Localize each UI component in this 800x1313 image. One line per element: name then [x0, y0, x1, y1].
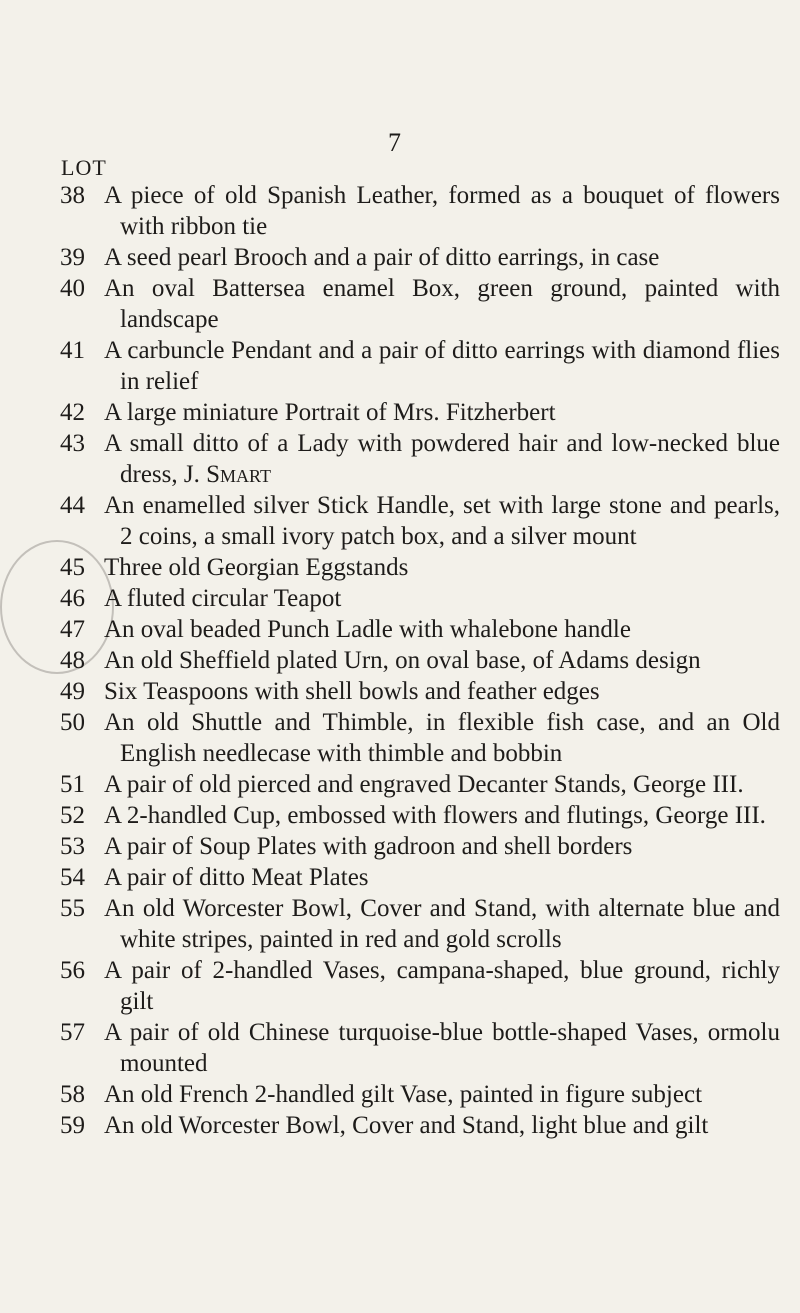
lot-column-header: LOT: [61, 155, 107, 180]
lot-number: 49: [60, 678, 85, 705]
lot-description: [104, 428, 780, 490]
lot-number: 42: [60, 399, 85, 426]
lot-entry: [60, 707, 780, 769]
lot-description-text: An enamelled silver Stick Handle, set with large stone and pearls, 2 coins, a small ivory patch box, and a silver mount: [104, 492, 780, 550]
lot-description-text: A pair of 2-handled Vases, campana-shaped, blue ground, richly gilt: [104, 957, 780, 1015]
lot-description: [104, 180, 780, 242]
lot-number: 40: [60, 275, 85, 302]
lot-description: [104, 707, 780, 769]
lot-entry: [60, 1079, 780, 1110]
lot-description: [104, 893, 780, 955]
lot-description-text: Six Teaspoons with shell bowls and feather edges: [104, 678, 600, 705]
lot-description-text: A seed pearl Brooch and a pair of ditto earrings, in case: [104, 244, 660, 271]
lot-description-text: An oval beaded Punch Ladle with whalebone handle: [104, 616, 631, 643]
lot-description-text: An old Sheffield plated Urn, on oval base, of Adams design: [104, 647, 701, 674]
lot-number: 58: [60, 1081, 85, 1108]
lot-description: [104, 831, 780, 862]
lot-entry: [60, 769, 780, 800]
lot-entry: [60, 1017, 780, 1079]
lot-number: 52: [60, 802, 85, 829]
lot-description: [104, 1017, 780, 1079]
lot-description: [104, 242, 780, 273]
lot-description-text: A large miniature Portrait of Mrs. Fitzherbert: [104, 399, 556, 426]
lot-description-text: An old French 2-handled gilt Vase, painted in figure subject: [104, 1081, 703, 1108]
lot-entry: [60, 552, 780, 583]
lot-entry: [60, 645, 780, 676]
lot-number: 57: [60, 1019, 85, 1046]
lot-number: 59: [60, 1112, 85, 1139]
lot-entry: [60, 490, 780, 552]
lot-number: 38: [60, 182, 85, 209]
lot-number: 43: [60, 430, 85, 457]
lot-description: [104, 955, 780, 1017]
lot-description: [104, 1079, 780, 1110]
lot-description-text: An old Worcester Bowl, Cover and Stand, light blue and gilt: [104, 1112, 709, 1139]
lot-description: [104, 397, 780, 428]
lot-description-text: An old Worcester Bowl, Cover and Stand, with alternate blue and white stripes, painted in red and gold scrolls: [104, 895, 780, 953]
lot-description: [104, 273, 780, 335]
lot-entry: [60, 335, 780, 397]
artist-name: Smart: [206, 461, 271, 488]
lot-description-text: A pair of old Chinese turquoise-blue bottle-shaped Vases, ormolu mounted: [104, 1019, 780, 1077]
lot-description-text: A piece of old Spanish Leather, formed as a bouquet of flowers with ribbon tie: [104, 182, 780, 240]
lot-entry: [60, 397, 780, 428]
lot-number: 51: [60, 771, 85, 798]
lot-entry: [60, 800, 780, 831]
page-number: 7: [388, 128, 401, 157]
lot-entry: [60, 893, 780, 955]
lot-description-text: An oval Battersea enamel Box, green ground, painted with landscape: [104, 275, 780, 333]
lot-list: [60, 180, 780, 1141]
lot-description-text: Three old Georgian Eggstands: [104, 554, 409, 581]
lot-number: 44: [60, 492, 85, 519]
lot-description: [104, 676, 780, 707]
lot-description-text: A pair of Soup Plates with gadroon and shell borders: [104, 833, 633, 860]
lot-description: [104, 614, 780, 645]
lot-entry: [60, 614, 780, 645]
lot-entry: [60, 676, 780, 707]
lot-entry: [60, 862, 780, 893]
lot-number: 45: [60, 554, 85, 581]
lot-entry: [60, 583, 780, 614]
lot-description-text: A fluted circular Teapot: [104, 585, 342, 612]
lot-number: 50: [60, 709, 85, 736]
lot-description-text: A small ditto of a Lady with powdered hair and low-necked blue dress, J.: [104, 430, 780, 488]
lot-entry: [60, 1110, 780, 1141]
lot-entry: [60, 242, 780, 273]
lot-description-text: An old Shuttle and Thimble, in flexible fish case, and an Old English needlecase with thimble and bobbin: [104, 709, 780, 767]
lot-number: 39: [60, 244, 85, 271]
lot-description-text: A carbuncle Pendant and a pair of ditto earrings with diamond flies in relief: [104, 337, 780, 395]
lot-description-text: A 2-handled Cup, embossed with flowers and flutings, George III.: [104, 802, 766, 829]
lot-description: [104, 862, 780, 893]
lot-number: 41: [60, 337, 85, 364]
lot-description: [104, 645, 780, 676]
lot-entry: [60, 273, 780, 335]
lot-entry: [60, 831, 780, 862]
lot-description: [104, 490, 780, 552]
lot-entry: [60, 428, 780, 490]
lot-number: 54: [60, 864, 85, 891]
lot-number: 46: [60, 585, 85, 612]
lot-description: [104, 335, 780, 397]
lot-entry: [60, 180, 780, 242]
lot-entry: [60, 955, 780, 1017]
lot-description: [104, 769, 780, 800]
lot-description: [104, 1110, 780, 1141]
lot-description: [104, 552, 780, 583]
lot-number: 53: [60, 833, 85, 860]
lot-number: 47: [60, 616, 85, 643]
lot-description-text: A pair of ditto Meat Plates: [104, 864, 369, 891]
lot-description: [104, 583, 780, 614]
lot-description: [104, 800, 780, 831]
lot-number: 56: [60, 957, 85, 984]
lot-number: 55: [60, 895, 85, 922]
lot-description-text: A pair of old pierced and engraved Decanter Stands, George III.: [104, 771, 744, 798]
lot-number: 48: [60, 647, 85, 674]
